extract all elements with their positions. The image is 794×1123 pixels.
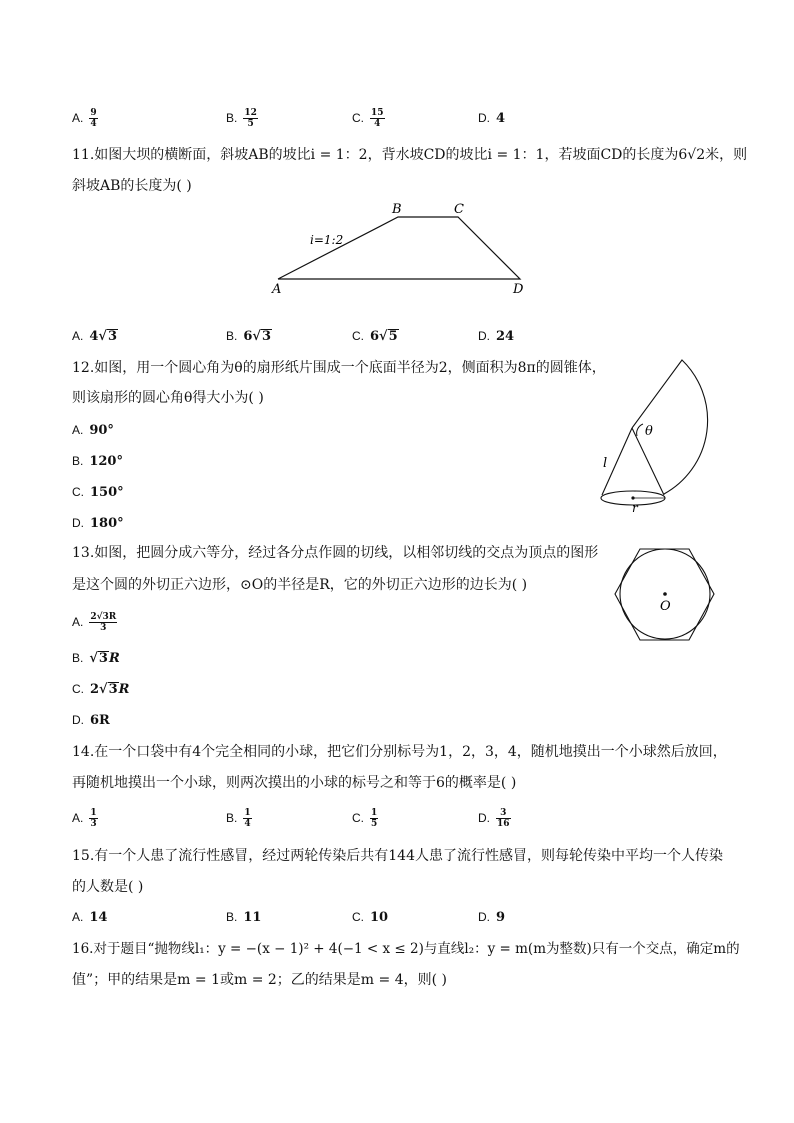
fraction: $\frac{1}{5}$ [371, 808, 378, 829]
q13-option-a[interactable]: A. $\frac{2√3R}{3}$ [72, 612, 117, 633]
label-theta: θ [645, 424, 653, 439]
q10-option-d[interactable]: D. 4 [478, 111, 506, 126]
q11-option-d[interactable]: D. 24 [478, 329, 515, 344]
q14-option-a[interactable]: A. $\frac{1}{3}$ [72, 808, 97, 829]
q14-option-b[interactable]: B. $\frac{1}{4}$ [226, 808, 251, 829]
q13-option-d[interactable]: D. 6R [72, 713, 110, 728]
q13-option-c[interactable]: C. 2√3R [72, 682, 130, 697]
q13-text-line1: 13.如图，把圆分成六等分，经过各分点作圆的切线，以相邻切线的交点为顶点的图形 [72, 545, 599, 561]
label-A: A [272, 282, 282, 297]
label-C: C [454, 202, 464, 217]
q13-hexagon-figure [610, 544, 720, 648]
q15-option-a[interactable]: A. 14 [72, 910, 108, 925]
fraction: $\frac{12}{5}$ [244, 108, 257, 129]
q15-option-b[interactable]: B. 11 [226, 910, 262, 925]
q15-text-line1: 15.有一个人患了流行性感冒，经过两轮传染后共有144人患了流行性感冒，则每轮传染中平均一个人传染 [72, 848, 723, 864]
q12-option-c[interactable]: C. 150° [72, 485, 124, 500]
q12-text-line2: 则该扇形的圆心角θ得大小为( ) [72, 390, 264, 406]
q11-option-a[interactable]: A. 4√3 [72, 329, 117, 344]
fraction: $\frac{2√3R}{3}$ [90, 612, 117, 633]
q14-option-c[interactable]: C. $\frac{1}{5}$ [352, 808, 378, 829]
q10-option-a[interactable]: A. $\frac{9}{4}$ [72, 108, 97, 129]
q11-option-c[interactable]: C. 6√5 [352, 329, 398, 344]
q12-cone-sector-figure [596, 358, 726, 518]
label-D: D [513, 282, 524, 297]
q11-option-b[interactable]: B. 6√3 [226, 329, 271, 344]
q15-option-d[interactable]: D. 9 [478, 910, 506, 925]
q10-option-b[interactable]: B. $\frac{12}{5}$ [226, 108, 257, 129]
q12-option-b[interactable]: B. 120° [72, 454, 123, 469]
q12-option-d[interactable]: D. 180° [72, 516, 124, 531]
q12-text-line1: 12.如图，用一个圆心角为θ的扇形纸片围成一个底面半径为2，侧面积为8π的圆锥体， [72, 360, 606, 376]
q11-text-line2: 斜坡AB的长度为( ) [72, 178, 192, 194]
q12-option-a[interactable]: A. 90° [72, 423, 114, 438]
q16-text-line1: 16.对于题目“抛物线l₁：y = −(x − 1)² + 4(−1 < x ≤ 2)与直线l₂：y = m(m为整数)只有一个交点，确定m的 [72, 941, 740, 957]
slope-label: i=1:2 [310, 233, 344, 247]
label-B: B [392, 202, 402, 217]
fraction: $\frac{3}{16}$ [497, 808, 510, 829]
fraction: $\frac{9}{4}$ [90, 108, 97, 129]
q11-text-line1: 11.如图大坝的横断面，斜坡AB的坡比i = 1：2，背水坡CD的坡比i = 1：1，若坡面CD的长度为6√2米，则 [72, 147, 748, 163]
q16-text-line2: 值”；甲的结果是m = 1或m = 2；乙的结果是m = 4，则( ) [72, 972, 447, 988]
q15-text-line2: 的人数是( ) [72, 879, 144, 895]
q10-option-c[interactable]: C. $\frac{15}{4}$ [352, 108, 384, 129]
fraction: $\frac{15}{4}$ [371, 108, 384, 129]
label-l: l [603, 456, 608, 471]
fraction: $\frac{1}{3}$ [90, 808, 97, 829]
fraction: $\frac{1}{4}$ [244, 808, 251, 829]
q11-trapezoid-figure [270, 198, 530, 298]
q13-option-b[interactable]: B. √3R [72, 651, 120, 666]
q14-option-d[interactable]: D. $\frac{3}{16}$ [478, 808, 510, 829]
q14-text-line2: 再随机地摸出一个小球，则两次摸出的小球的标号之和等于6的概率是( ) [72, 775, 517, 791]
label-O: O [660, 599, 671, 614]
q13-text-line2: 是这个圆的外切正六边形，⊙O的半径是R，它的外切正六边形的边长为( ) [72, 577, 528, 593]
q15-option-c[interactable]: C. 10 [352, 910, 389, 925]
label-r: r [632, 501, 638, 515]
q14-text-line1: 14.在一个口袋中有4个完全相同的小球，把它们分别标号为1，2，3，4，随机地摸出一个小球然后放回， [72, 744, 727, 760]
